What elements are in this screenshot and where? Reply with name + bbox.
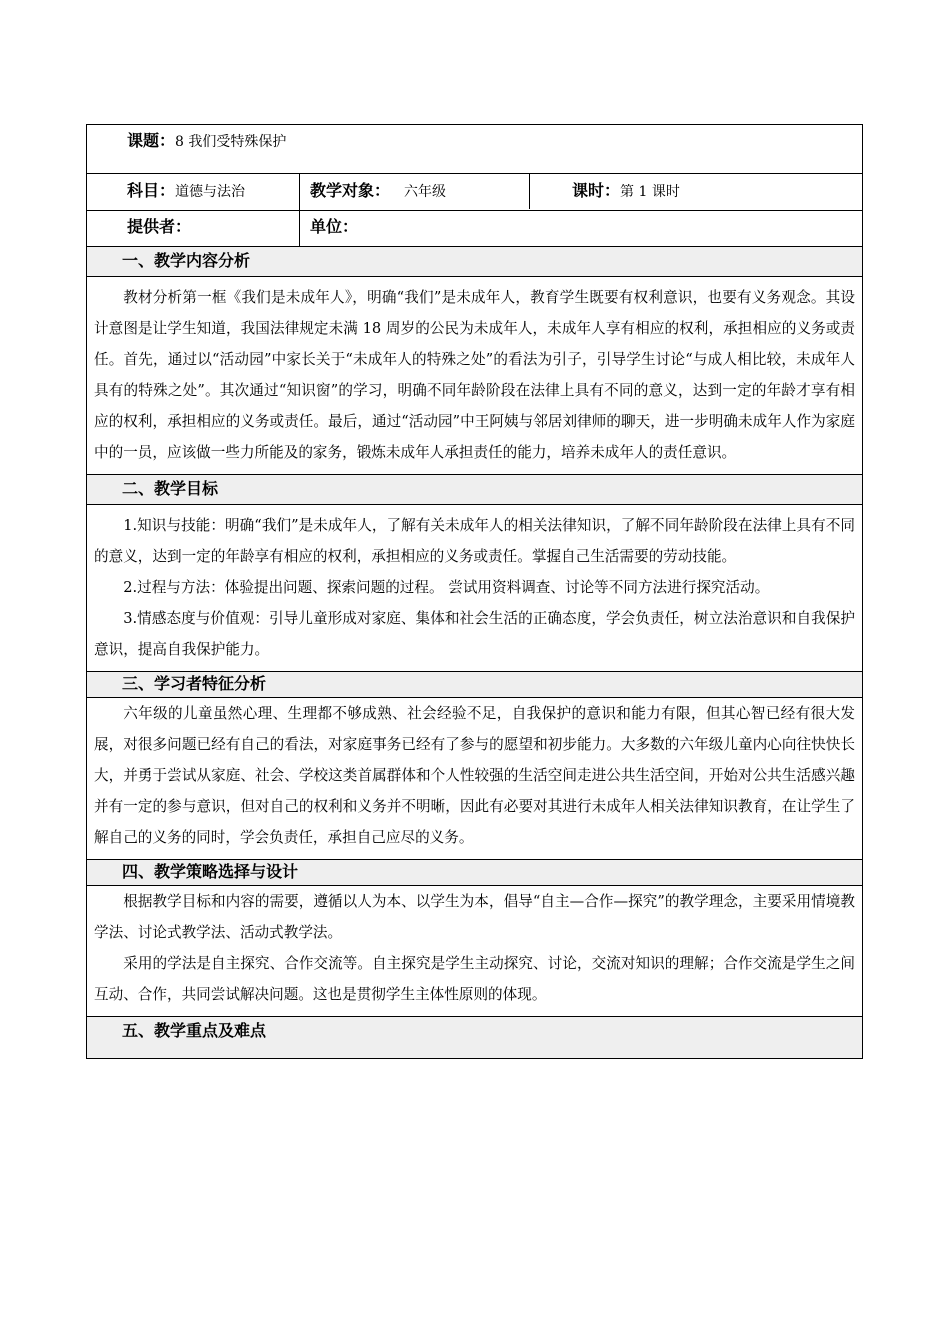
section-body-learner-analysis [87,698,863,860]
section-body-teaching-goals [87,505,863,672]
section-title: 五、教学重点及难点 [122,1021,267,1040]
section-paragraph: 教材分析第一框《我们是未成年人》，明确“我们”是未成年人，教育学生既要有权利意识，也要有义务观念。其设计意图是让学生知道，我国法律规定未满 18 周岁的公民为未成年人，未成年人享有相应的权利，承担相应的义务或责任。首先，通过以“活动园”中家长关于“未成年人的特殊之处”的看法为引子，引导学生讨论“与成人相比较，未成年人具有的特殊之处”。其次通过“知识窗”的学习，明确不同年龄阶段在法律上具有不同的意义，达到一定的年龄才享有相应的权利，承担相应的义务或责任。最后，通过“活动园”中王阿姨与邻居刘律师的聊天，进一步明确未成年人作为家庭中的一员，应该做一些力所能及的家务，锻炼未成年人承担责任的能力，培养未成年人的责任意识。 [94,289,856,461]
section-title: 一、教学内容分析 [122,251,251,270]
unit-label: 单位： [310,217,359,236]
period-value: 第 1 课时 [620,184,680,200]
provider-label: 提供者： [127,217,192,236]
section-title: 二、教学目标 [122,479,219,498]
subject-label: 科目： [127,181,176,200]
topic-value: 8 我们受特殊保护 [175,134,287,150]
section-paragraph: 3.情感态度与价值观：引导儿童形成对家庭、集体和社会生活的正确态度，学会负责任，树立法治意识和自我保护意识，提高自我保护能力。 [94,610,856,658]
section-header-key-points [87,1017,863,1059]
section-header-content-analysis [87,247,863,277]
audience-value: 六年级 [404,184,447,200]
section-paragraph: 1.知识与技能：明确“我们”是未成年人，了解有关未成年人的相关法律知识，了解不同年龄阶段在法律上具有不同的意义，达到一定的年龄享有相应的权利，承担相应的义务或责任。掌握自己生活需要的劳动技能。 [94,517,856,565]
topic-label: 课题： [127,131,176,150]
section-body-content-analysis [87,277,863,475]
provider-cell [87,211,300,247]
audience-period-cell [300,174,863,211]
section-paragraph: 根据教学目标和内容的需要，遵循以人为本、以学生为本，倡导“自主—合作—探究”的教学理念，主要采用情境教学法、讨论式教学法、活动式教学法。 [94,893,856,941]
section-header-learner-analysis [87,672,863,698]
topic-row [87,125,863,174]
section-paragraph: 六年级的儿童虽然心理、生理都不够成熟、社会经验不足，自我保护的意识和能力有限，但其心智已经有很大发展，对很多问题已经有自己的看法，对家庭事务已经有了参与的愿望和初步能力。大多数的六年级儿童内心向往快快长大，并勇于尝试从家庭、社会、学校这类首属群体和个人性较强的生活空间走进公共生活空间，开始对公共生活感兴趣并有一定的参与意识，但对自己的权利和义务并不明晰，因此有必要对其进行未成年人相关法律知识教育，在让学生了解自己的义务的同时，学会负责任，承担自己应尽的义务。 [94,705,856,846]
subject-cell [87,174,300,211]
audience-label: 教学对象： [310,181,391,200]
period-cell [530,174,862,209]
topic-cell [87,125,863,174]
section-title: 三、学习者特征分析 [122,674,267,693]
provider-row [87,211,863,247]
subject-value: 道德与法治 [175,184,246,200]
period-label: 课时： [572,181,621,200]
section-header-strategy [87,860,863,886]
section-paragraph: 2.过程与方法：体验提出问题、探索问题的过程。 尝试用资料调查、讨论等不同方法进行探究活动。 [123,579,770,596]
section-body-strategy [87,886,863,1017]
section-title: 四、教学策略选择与设计 [122,862,299,881]
section-header-teaching-goals [87,475,863,505]
lesson-plan-table [86,124,863,1059]
section-paragraph: 采用的学法是自主探究、合作交流等。自主探究是学生主动探究、讨论，交流对知识的理解；合作交流是学生之间互动、合作，共同尝试解决问题。这也是贯彻学生主体性原则的体现。 [94,955,856,1003]
unit-cell [300,211,863,247]
meta-row [87,174,863,211]
audience-cell [300,174,530,209]
